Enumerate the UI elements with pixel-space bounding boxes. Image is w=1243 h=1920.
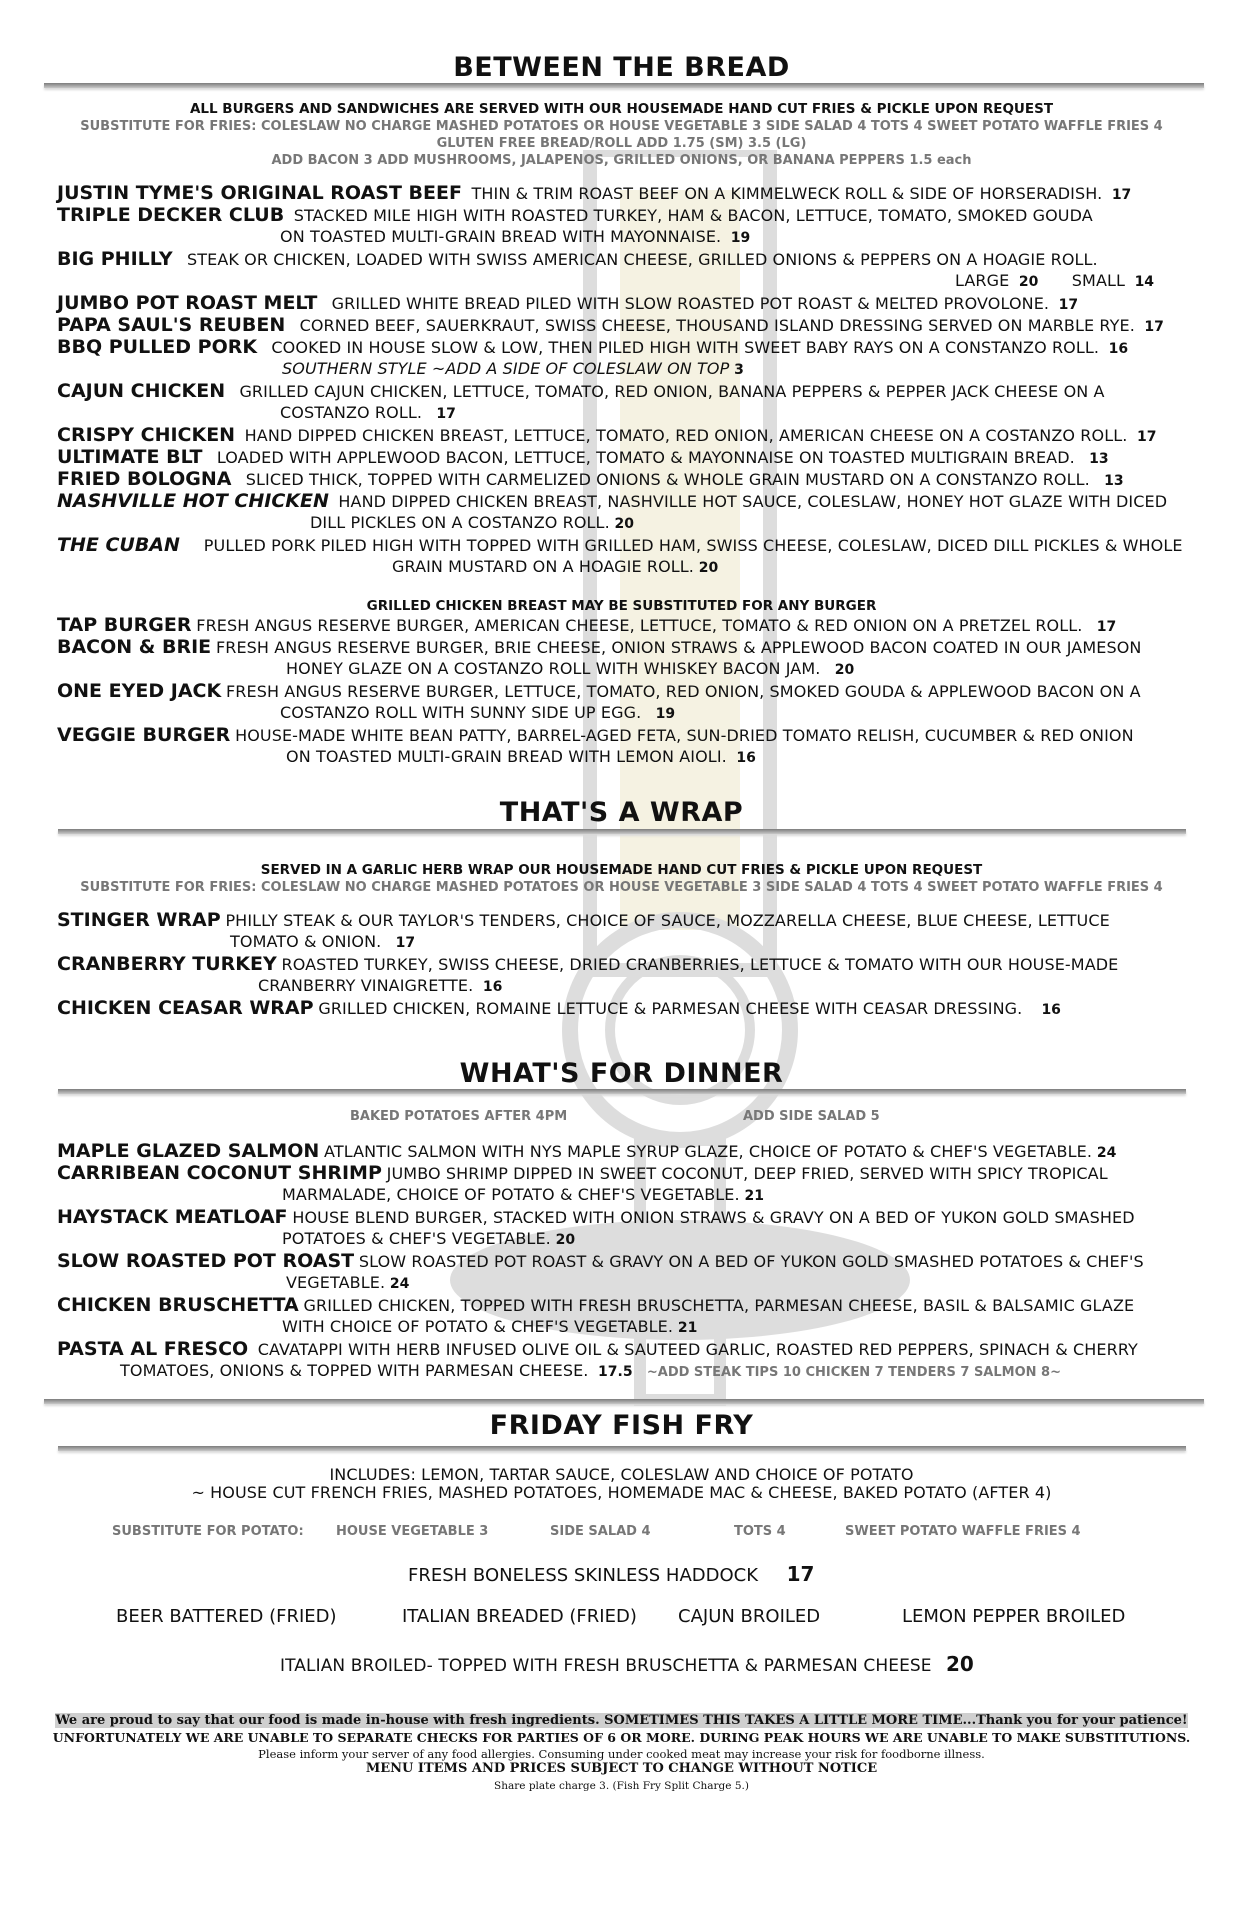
item-desc: FRESH ANGUS RESERVE BURGER, LETTUCE, TOMATO, RED ONION, SMOKED GOUDA & APPLEWOOD BACON ON A — [225, 682, 1141, 701]
item-name: PAPA SAUL'S REUBEN — [57, 314, 286, 336]
item-name: FRIED BOLOGNA — [57, 468, 232, 490]
item-desc: STEAK OR CHICKEN, LOADED WITH SWISS AMERICAN CHEESE, GRILLED ONIONS & PEPPERS ON A HOAGIE ROLL. — [186, 250, 1098, 269]
item-desc: JUMBO SHRIMP DIPPED IN SWEET COCONUT, DEEP FRIED, SERVED WITH SPICY TROPICAL — [386, 1164, 1108, 1183]
item-desc: VEGETABLE. — [286, 1273, 386, 1292]
item-desc: MARMALADE, CHOICE OF POTATO & CHEF'S VEGETABLE. — [282, 1185, 740, 1204]
menu-item-cont — [286, 660, 854, 679]
menu-item-cont — [258, 977, 502, 996]
section-divider — [58, 829, 1186, 834]
item-desc: GRILLED CHICKEN, TOPPED WITH FRESH BRUSCHETTA, PARMESAN CHEESE, BASIL & BALSAMIC GLAZE — [303, 1296, 1135, 1315]
menu-item — [57, 470, 1124, 490]
fish-includes: INCLUDES: LEMON, TARTAR SAUCE, COLESLAW AND CHOICE OF POTATO — [329, 1465, 914, 1484]
philly-sizes — [955, 272, 1154, 291]
footer-share-note: Share plate charge 3. (Fish Fry Split Charge 5.) — [494, 1780, 749, 1792]
menu-item — [57, 1252, 1144, 1271]
italian-broiled-desc: ITALIAN BROILED- TOPPED WITH FRESH BRUSCHETTA & PARMESAN CHEESE — [280, 1656, 932, 1676]
item-desc: THIN & TRIM ROAST BEEF ON A KIMMELWECK ROLL & SIDE OF HORSERADISH. — [471, 184, 1103, 203]
item-desc: GRILLED CHICKEN, ROMAINE LETTUCE & PARMESAN CHEESE WITH CEASAR DRESSING. — [318, 999, 1023, 1018]
menu-item-cont — [120, 1362, 1061, 1382]
pasta-add-ons: ~ADD STEAK TIPS 10 CHICKEN 7 TENDERS 7 SALMON 8~ — [646, 1365, 1061, 1380]
item-name: JUMBO POT ROAST MELT — [57, 292, 318, 314]
menu-item-cont — [280, 404, 456, 423]
fresh-note: We are proud to say that our food is made in-house with fresh ingredients. SOMETIMES THIS TAKES A LITTLE MORE TIME...Thank you for your patience! — [55, 1713, 1188, 1728]
menu-item-cont — [286, 748, 756, 767]
item-desc: HAND DIPPED CHICKEN BREAST, LETTUCE, TOMATO, RED ONION, AMERICAN CHEESE ON A COSTANZO ROLL. — [244, 426, 1128, 445]
fish-style: ITALIAN BREADED (FRIED) — [402, 1606, 637, 1627]
item-desc: GRILLED WHITE BREAD PILED WITH SLOW ROASTED POT ROAST & MELTED PROVOLONE. — [331, 294, 1050, 313]
size-large: LARGE — [955, 271, 1010, 290]
item-name: ONE EYED JACK — [57, 680, 222, 702]
fish-style: BEER BATTERED (FRIED) — [116, 1606, 337, 1627]
item-desc: COSTANZO ROLL WITH SUNNY SIDE UP EGG. — [280, 703, 642, 722]
item-price: 19 — [655, 706, 676, 722]
menu-item — [57, 682, 1141, 701]
add-ons-note: ADD BACON 3 ADD MUSHROOMS, JALAPENOS, GRILLED ONIONS, OR BANANA PEPPERS 1.5 each — [271, 153, 972, 168]
haddock-item — [408, 1562, 815, 1586]
menu-item — [57, 206, 1093, 225]
item-name: VEGGIE BURGER — [57, 724, 231, 746]
item-price: 14 — [1134, 274, 1155, 290]
side-salad-note: ADD SIDE SALAD 5 — [743, 1109, 880, 1124]
item-desc: TOMATO & ONION. — [230, 932, 382, 951]
item-price: 17 — [1096, 619, 1117, 635]
section-divider — [44, 1399, 1204, 1404]
fish-sub-option: SIDE SALAD 4 — [550, 1524, 651, 1539]
item-desc: PULLED PORK PILED HIGH WITH TOPPED WITH GRILLED HAM, SWISS CHEESE, COLESLAW, DICED DILL PICKLES & WHOLE — [203, 536, 1183, 555]
item-price: 3 — [734, 362, 744, 378]
size-small: SMALL — [1071, 271, 1126, 290]
gluten-free-note: GLUTEN FREE BREAD/ROLL ADD 1.75 (SM) 3.5 (LG) — [436, 136, 807, 151]
item-desc: LOADED WITH APPLEWOOD BACON, LETTUCE, TOMATO & MAYONNAISE ON TOASTED MULTIGRAIN BREAD. — [216, 448, 1075, 467]
item-name: TRIPLE DECKER CLUB — [57, 204, 285, 226]
item-desc: COSTANZO ROLL. — [280, 403, 423, 422]
menu-item — [57, 1340, 1138, 1359]
menu-item — [57, 1296, 1134, 1315]
fish-potato-choices: ~ HOUSE CUT FRENCH FRIES, MASHED POTATOES, HOMEMADE MAC & CHEESE, BAKED POTATO (AFTER 4) — [191, 1483, 1052, 1502]
item-desc: ON TOASTED MULTI-GRAIN BREAD WITH MAYONNAISE. — [280, 227, 722, 246]
item-name: CAJUN CHICKEN — [57, 380, 226, 402]
bbq-southern-style — [282, 360, 744, 379]
footer-price-note: MENU ITEMS AND PRICES SUBJECT TO CHANGE WITHOUT NOTICE — [365, 1761, 878, 1776]
item-desc: HAND DIPPED CHICKEN BREAST, NASHVILLE HOT SAUCE, COLESLAW, HONEY HOT GLAZE WITH DICED — [338, 492, 1168, 511]
haddock-name: FRESH BONELESS SKINLESS HADDOCK — [408, 1565, 759, 1586]
sides-note: ALL BURGERS AND SANDWICHES ARE SERVED WITH OUR HOUSEMADE HAND CUT FRIES & PICKLE UPON REQUEST — [189, 101, 1054, 117]
item-name: CRISPY CHICKEN — [57, 424, 236, 446]
fish-sub-option: HOUSE VEGETABLE 3 — [336, 1524, 489, 1539]
item-desc: SLICED THICK, TOPPED WITH CARMELIZED ONIONS & WHOLE GRAIN MUSTARD ON A CONSTANZO ROLL. — [245, 470, 1090, 489]
item-desc: STACKED MILE HIGH WITH ROASTED TURKEY, HAM & BACON, LETTUCE, TOMATO, SMOKED GOUDA — [293, 206, 1093, 225]
menu-item — [57, 999, 1061, 1019]
item-price: 16 — [1108, 341, 1129, 357]
item-name: HAYSTACK MEATLOAF — [57, 1206, 288, 1228]
burger-note: GRILLED CHICKEN BREAST MAY BE SUBSTITUTED FOR ANY BURGER — [366, 598, 877, 614]
item-desc: ON TOASTED MULTI-GRAIN BREAD WITH LEMON AIOLI. — [286, 747, 727, 766]
menu-item — [57, 726, 1134, 745]
menu-item-cont — [230, 933, 415, 952]
menu-item — [57, 382, 1105, 401]
menu-item — [57, 426, 1156, 446]
item-price: 24 — [1096, 1145, 1117, 1161]
item-desc: HOUSE-MADE WHITE BEAN PATTY, BARREL-AGED FETA, SUN-DRIED TOMATO RELISH, CUCUMBER & RED ONION — [235, 726, 1134, 745]
item-desc: COOKED IN HOUSE SLOW & LOW, THEN PILED HIGH WITH SWEET BABY RAYS ON A CONSTANZO ROLL. — [271, 338, 1100, 357]
item-price: 13 — [1089, 451, 1109, 467]
fish-style: LEMON PEPPER BROILED — [902, 1606, 1126, 1627]
wrap-sides-note: SERVED IN A GARLIC HERB WRAP OUR HOUSEMADE HAND CUT FRIES & PICKLE UPON REQUEST — [260, 862, 983, 878]
item-desc: DILL PICKLES ON A COSTANZO ROLL. — [310, 513, 610, 532]
item-desc: CRANBERRY VINAIGRETTE. — [258, 976, 474, 995]
section-title-wrap: THAT'S A WRAP — [499, 797, 744, 828]
item-price: 20 — [945, 1652, 974, 1676]
item-desc: SLOW ROASTED POT ROAST & GRAVY ON A BED OF YUKON GOLD SMASHED POTATOES & CHEF'S — [358, 1252, 1144, 1271]
item-desc: FRESH ANGUS RESERVE BURGER, BRIE CHEESE, ONION STRAWS & APPLEWOOD BACON COATED IN OUR JAMESON — [215, 638, 1142, 657]
item-desc: ROASTED TURKEY, SWISS CHEESE, DRIED CRANBERRIES, LETTUCE & TOMATO WITH OUR HOUSE-MADE — [281, 955, 1119, 974]
menu-item — [57, 638, 1142, 657]
menu-item — [57, 492, 1167, 511]
item-price: 21 — [744, 1188, 764, 1204]
menu-item — [57, 316, 1164, 336]
fish-substitute-label: SUBSTITUTE FOR POTATO: — [112, 1524, 304, 1539]
item-name: STINGER WRAP — [57, 909, 221, 931]
item-name: PASTA AL FRESCO — [57, 1338, 249, 1360]
item-desc: CORNED BEEF, SAUERKRAUT, SWISS CHEESE, THOUSAND ISLAND DRESSING SERVED ON MARBLE RYE. — [299, 316, 1135, 335]
menu-item — [57, 1208, 1135, 1227]
item-desc: GRILLED CAJUN CHICKEN, LETTUCE, TOMATO, RED ONION, BANANA PEPPERS & PEPPER JACK CHEESE ON A — [239, 382, 1105, 401]
item-desc: HONEY GLAZE ON A COSTANZO ROLL WITH WHISKEY BACON JAM. — [286, 659, 821, 678]
item-price: 17 — [786, 1562, 815, 1586]
section-title-bread: BETWEEN THE BREAD — [453, 52, 790, 83]
menu-item — [57, 536, 1183, 555]
item-price: 20 — [614, 516, 635, 532]
footer-note — [0, 1712, 1243, 1730]
item-price: 17 — [1136, 429, 1157, 445]
item-name: CRANBERRY TURKEY — [57, 953, 277, 975]
menu-item — [57, 616, 1116, 636]
fish-sub-option: SWEET POTATO WAFFLE FRIES 4 — [845, 1524, 1081, 1539]
footer-checks-note: UNFORTUNATELY WE ARE UNABLE TO SEPARATE CHECKS FOR PARTIES OF 6 OR MORE. DURING PEAK HOURS WE ARE UNABLE TO MAKE SUBSTITUTIONS. — [52, 1730, 1191, 1745]
item-desc: HOUSE BLEND BURGER, STACKED WITH ONION STRAWS & GRAVY ON A BED OF YUKON GOLD SMASHED — [292, 1208, 1135, 1227]
item-price: 24 — [389, 1276, 410, 1292]
section-title-fish: FRIDAY FISH FRY — [489, 1410, 754, 1441]
fish-style: CAJUN BROILED — [678, 1606, 821, 1627]
item-name: SLOW ROASTED POT ROAST — [57, 1250, 355, 1272]
item-price: 21 — [677, 1320, 698, 1336]
item-name: BACON & BRIE — [57, 636, 212, 658]
item-price: 20 — [834, 662, 855, 678]
item-name: THE CUBAN — [57, 534, 180, 556]
item-price: 19 — [730, 230, 751, 246]
item-price: 16 — [1041, 1002, 1061, 1018]
item-desc: WITH CHOICE OF POTATO & CHEF'S VEGETABLE. — [282, 1317, 674, 1336]
item-desc: POTATOES & CHEF'S VEGETABLE. — [282, 1229, 551, 1248]
item-name: CHICKEN CEASAR WRAP — [57, 997, 314, 1019]
menu-item — [57, 184, 1131, 204]
menu-item — [57, 250, 1098, 269]
item-name: MAPLE GLAZED SALMON — [57, 1140, 320, 1162]
section-divider — [44, 83, 1204, 88]
item-price: 16 — [482, 979, 503, 995]
item-desc: FRESH ANGUS RESERVE BURGER, AMERICAN CHEESE, LETTUCE, TOMATO & RED ONION ON A PRETZEL ROLL. — [196, 616, 1083, 635]
menu-item-cont — [310, 514, 634, 533]
item-price: 17 — [1111, 187, 1132, 203]
item-desc: PHILLY STEAK & OUR TAYLOR'S TENDERS, CHOICE OF SAUCE, MOZZARELLA CHEESE, BLUE CHEESE, LETTUCE — [225, 911, 1110, 930]
item-price: 13 — [1104, 473, 1124, 489]
item-price: 20 — [698, 560, 719, 576]
item-name: BIG PHILLY — [57, 248, 173, 270]
item-price: 16 — [736, 750, 756, 766]
substitute-note: SUBSTITUTE FOR FRIES: COLESLAW NO CHARGE MASHED POTATOES OR HOUSE VEGETABLE 3 SIDE SALAD 4 TOTS 4 SWEET POTATO WAFFLE FRIES 4 — [80, 119, 1163, 134]
menu-item-cont — [282, 1186, 764, 1205]
section-divider — [58, 1446, 1186, 1451]
menu-item-cont — [280, 704, 675, 723]
item-name: CHICKEN BRUSCHETTA — [57, 1294, 299, 1316]
baked-potato-note: BAKED POTATOES AFTER 4PM — [350, 1109, 568, 1124]
southern-style-note: SOUTHERN STYLE ~ADD A SIDE OF COLESLAW ON TOP — [282, 359, 730, 378]
menu-item — [57, 338, 1128, 358]
menu-item-cont — [282, 1230, 575, 1249]
item-name: ULTIMATE BLT — [57, 446, 203, 468]
item-name: TAP BURGER — [57, 614, 192, 636]
item-desc: CAVATAPPI WITH HERB INFUSED OLIVE OIL & SAUTEED GARLIC, ROASTED RED PEPPERS, SPINACH & CHERRY — [257, 1340, 1138, 1359]
item-price: 17.5 — [598, 1364, 633, 1380]
section-title-dinner: WHAT'S FOR DINNER — [459, 1058, 784, 1089]
menu-item-cont — [282, 1318, 697, 1337]
section-divider — [58, 1089, 1186, 1094]
item-name: CARRIBEAN COCONUT SHRIMP — [57, 1162, 382, 1184]
item-name: JUSTIN TYME'S ORIGINAL ROAST BEEF — [57, 182, 462, 204]
menu-item — [57, 911, 1110, 930]
item-price: 17 — [1144, 319, 1164, 335]
item-price: 17 — [436, 406, 456, 422]
item-name: BBQ PULLED PORK — [57, 336, 258, 358]
item-desc: GRAIN MUSTARD ON A HOAGIE ROLL. — [392, 557, 694, 576]
menu-item — [57, 294, 1078, 314]
item-price: 17 — [1058, 297, 1079, 313]
menu-item — [57, 448, 1109, 468]
item-desc: ATLANTIC SALMON WITH NYS MAPLE SYRUP GLAZE, CHOICE OF POTATO & CHEF'S VEGETABLE. — [324, 1142, 1093, 1161]
menu-item — [57, 955, 1118, 974]
item-price: 20 — [1018, 274, 1039, 290]
menu-item-cont — [392, 558, 718, 577]
item-name: NASHVILLE HOT CHICKEN — [57, 490, 329, 512]
menu-item — [57, 1164, 1108, 1183]
item-desc: TOMATOES, ONIONS & TOPPED WITH PARMESAN CHEESE. — [120, 1361, 589, 1380]
menu-item-cont — [280, 228, 750, 247]
menu-item — [57, 1142, 1116, 1162]
item-price: 20 — [555, 1232, 576, 1248]
footer-allergy-note: Please inform your server of any food allergies. Consuming under cooked meat may increase your risk for foodborne illness. — [258, 1747, 985, 1761]
menu-item-cont — [286, 1274, 409, 1293]
wrap-substitute-note: SUBSTITUTE FOR FRIES: COLESLAW NO CHARGE MASHED POTATOES OR HOUSE VEGETABLE 3 SIDE SALAD 4 TOTS 4 SWEET POTATO WAFFLE FRIES 4 — [80, 880, 1163, 895]
item-price: 17 — [395, 935, 416, 951]
fish-sub-option: TOTS 4 — [734, 1524, 786, 1539]
italian-broiled-item — [280, 1652, 974, 1676]
